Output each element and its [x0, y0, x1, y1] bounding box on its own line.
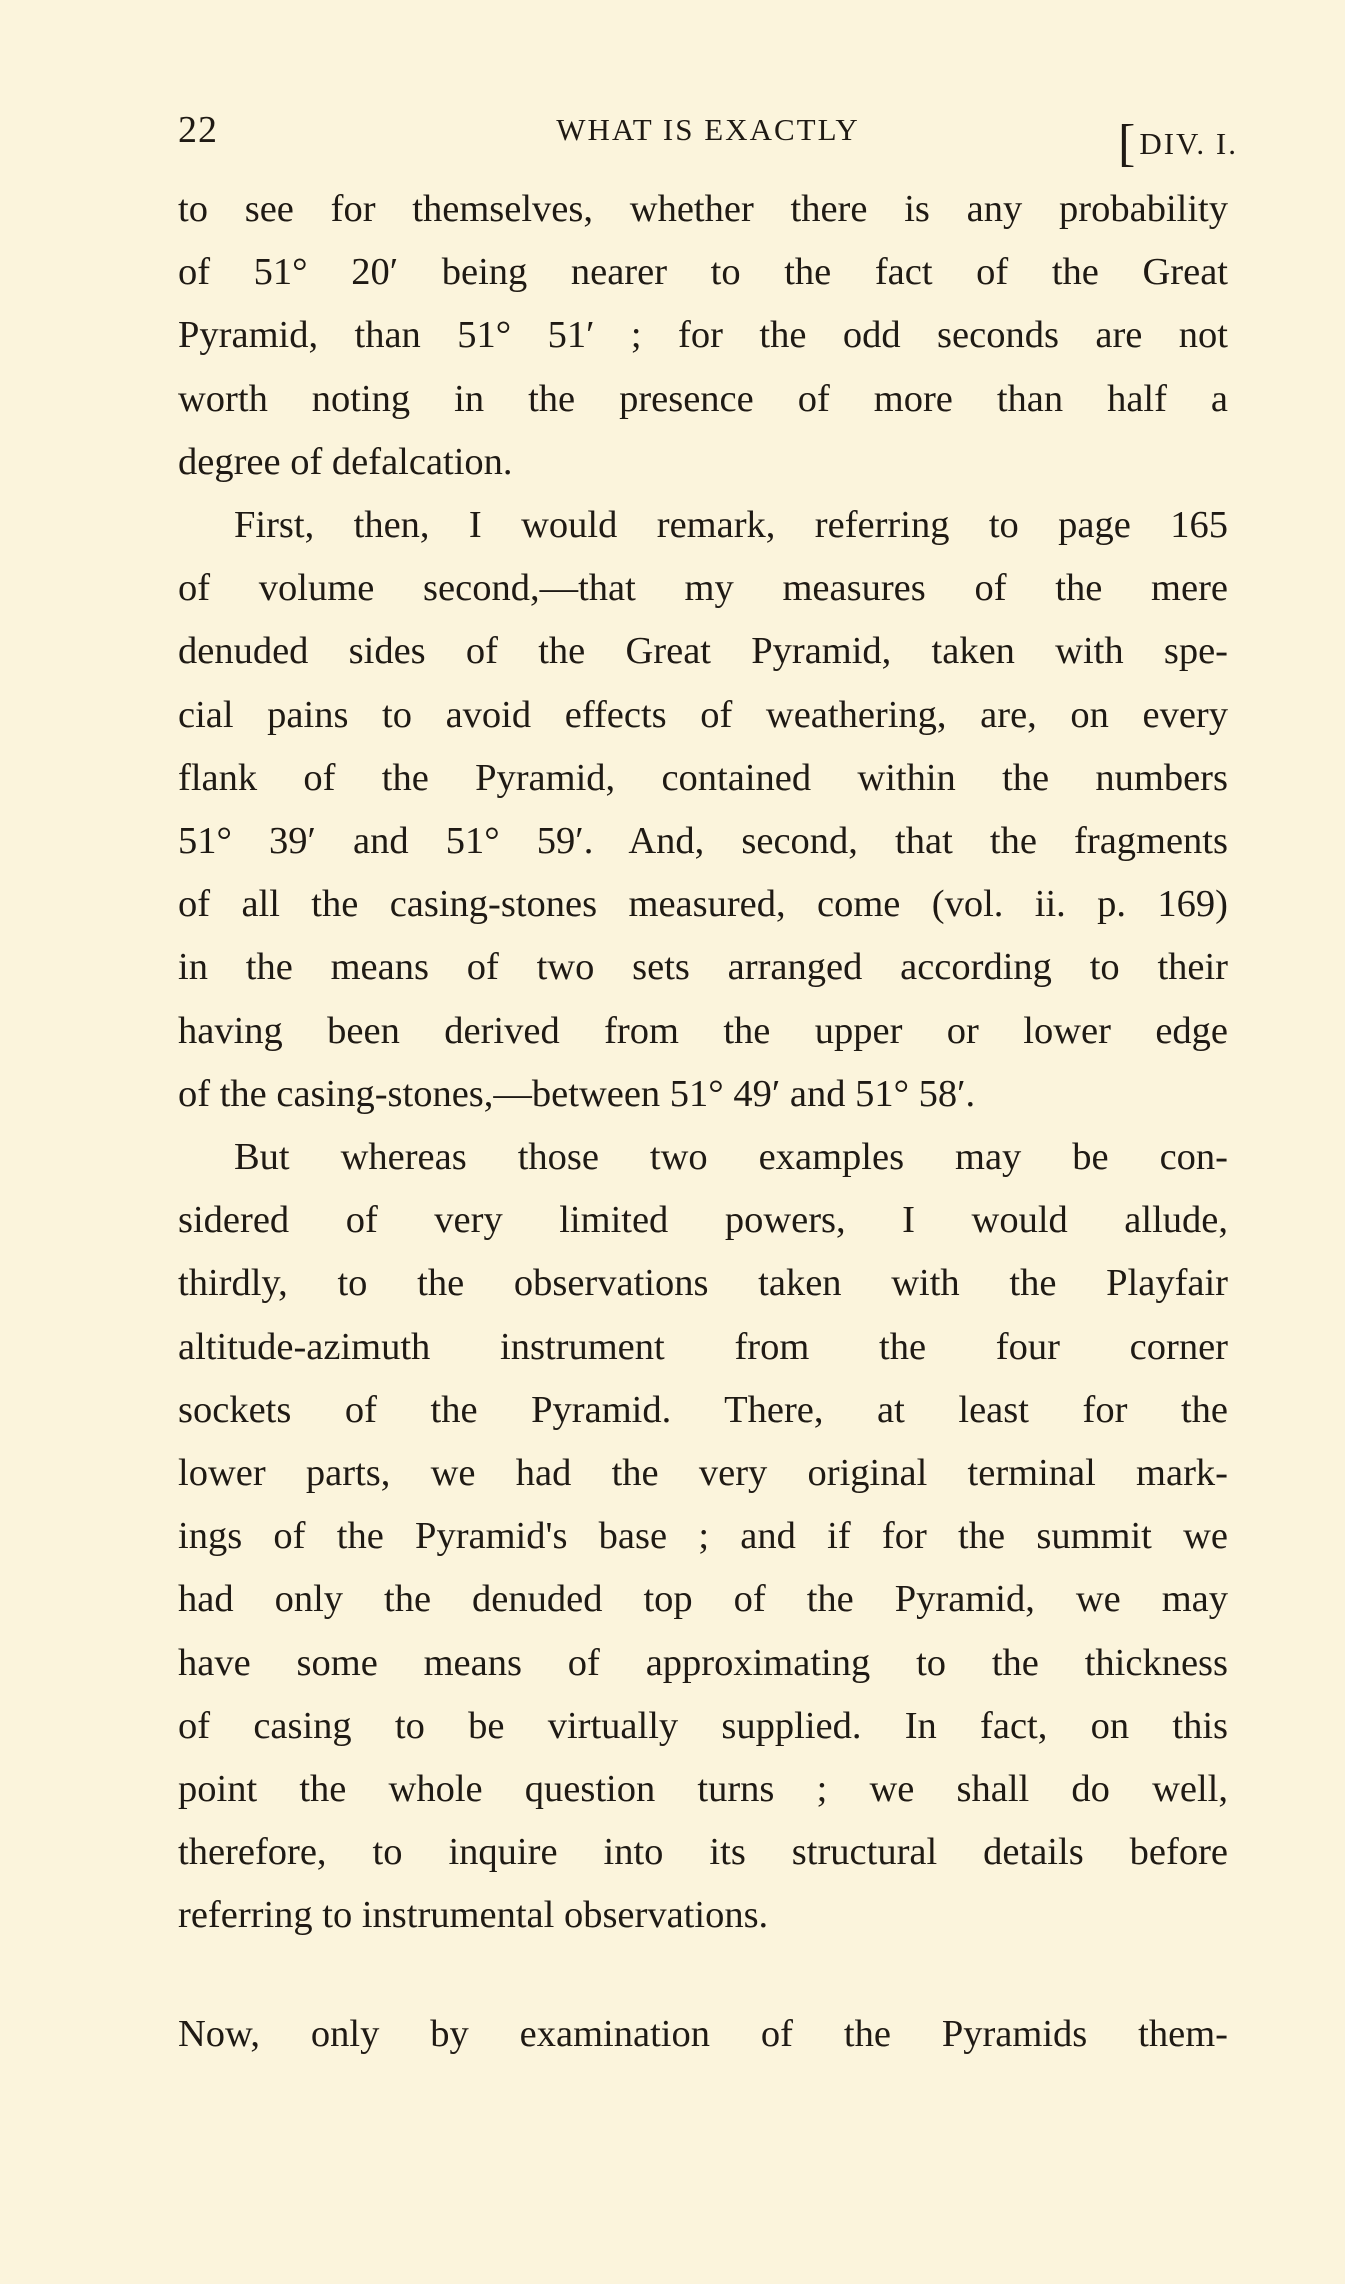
- text-line: having been derived from the upper or lower edge: [178, 1009, 1228, 1052]
- text-line: thirdly, to the observations taken with the Playfair: [178, 1262, 1228, 1305]
- text-line: denuded sides of the Great Pyramid, taken with spe-: [178, 630, 1228, 673]
- running-head: [178, 108, 1238, 172]
- text-line: flank of the Pyramid, contained within the numbers: [178, 756, 1228, 799]
- text-line: cial pains to avoid effects of weathering, are, on every: [178, 693, 1228, 736]
- text-line: therefore, to inquire into its structural details before: [178, 1831, 1228, 1874]
- text-line: lower parts, we had the very original terminal mark-: [178, 1452, 1228, 1494]
- text-line: degree of defalcation.: [178, 440, 513, 483]
- text-line: referring to instrumental observations.: [178, 1894, 769, 1937]
- text-line: of all the casing-stones measured, come (vol. ii. p. 169): [178, 883, 1228, 926]
- text-line: of the casing-stones,—between 51° 49′ and 51° 58′.: [178, 1072, 976, 1115]
- text-line: worth noting in the presence of more than half a: [178, 377, 1228, 420]
- text-line: sidered of very limited powers, I would allude,: [178, 1199, 1228, 1242]
- text-line: to see for themselves, whether there is any probability: [178, 188, 1228, 230]
- text-line: But whereas those two examples may be con-: [234, 1136, 1228, 1178]
- division-label: [DIV. I.: [1117, 115, 1238, 172]
- text-line: ings of the Pyramid's base ; and if for the summit we: [178, 1515, 1228, 1558]
- text-line: of volume second,—that my measures of the mere: [178, 567, 1228, 610]
- text-line: of 51° 20′ being nearer to the fact of the Great: [178, 251, 1228, 294]
- text-line: sockets of the Pyramid. There, at least for the: [178, 1388, 1228, 1431]
- running-title: WHAT IS EXACTLY: [556, 112, 860, 147]
- text-line: altitude-azimuth instrument from the four corner: [178, 1325, 1228, 1368]
- page-number: 22: [178, 109, 218, 151]
- text-line: in the means of two sets arranged according to their: [178, 946, 1228, 989]
- text-line: First, then, I would remark, referring to page 165: [234, 504, 1228, 546]
- text-line: point the whole question turns ; we shall do well,: [178, 1768, 1228, 1810]
- text-line: had only the denuded top of the Pyramid, we may: [178, 1578, 1228, 1621]
- text-line: have some means of approximating to the thickness: [178, 1641, 1228, 1684]
- text-line: Now, only by examination of the Pyramids them-: [178, 2012, 1228, 2055]
- text-line: of casing to be virtually supplied. In fact, on this: [178, 1704, 1228, 1747]
- text-line: Pyramid, than 51° 51′ ; for the odd seconds are not: [178, 314, 1228, 357]
- text-line: 51° 39′ and 51° 59′. And, second, that the fragments: [178, 820, 1228, 862]
